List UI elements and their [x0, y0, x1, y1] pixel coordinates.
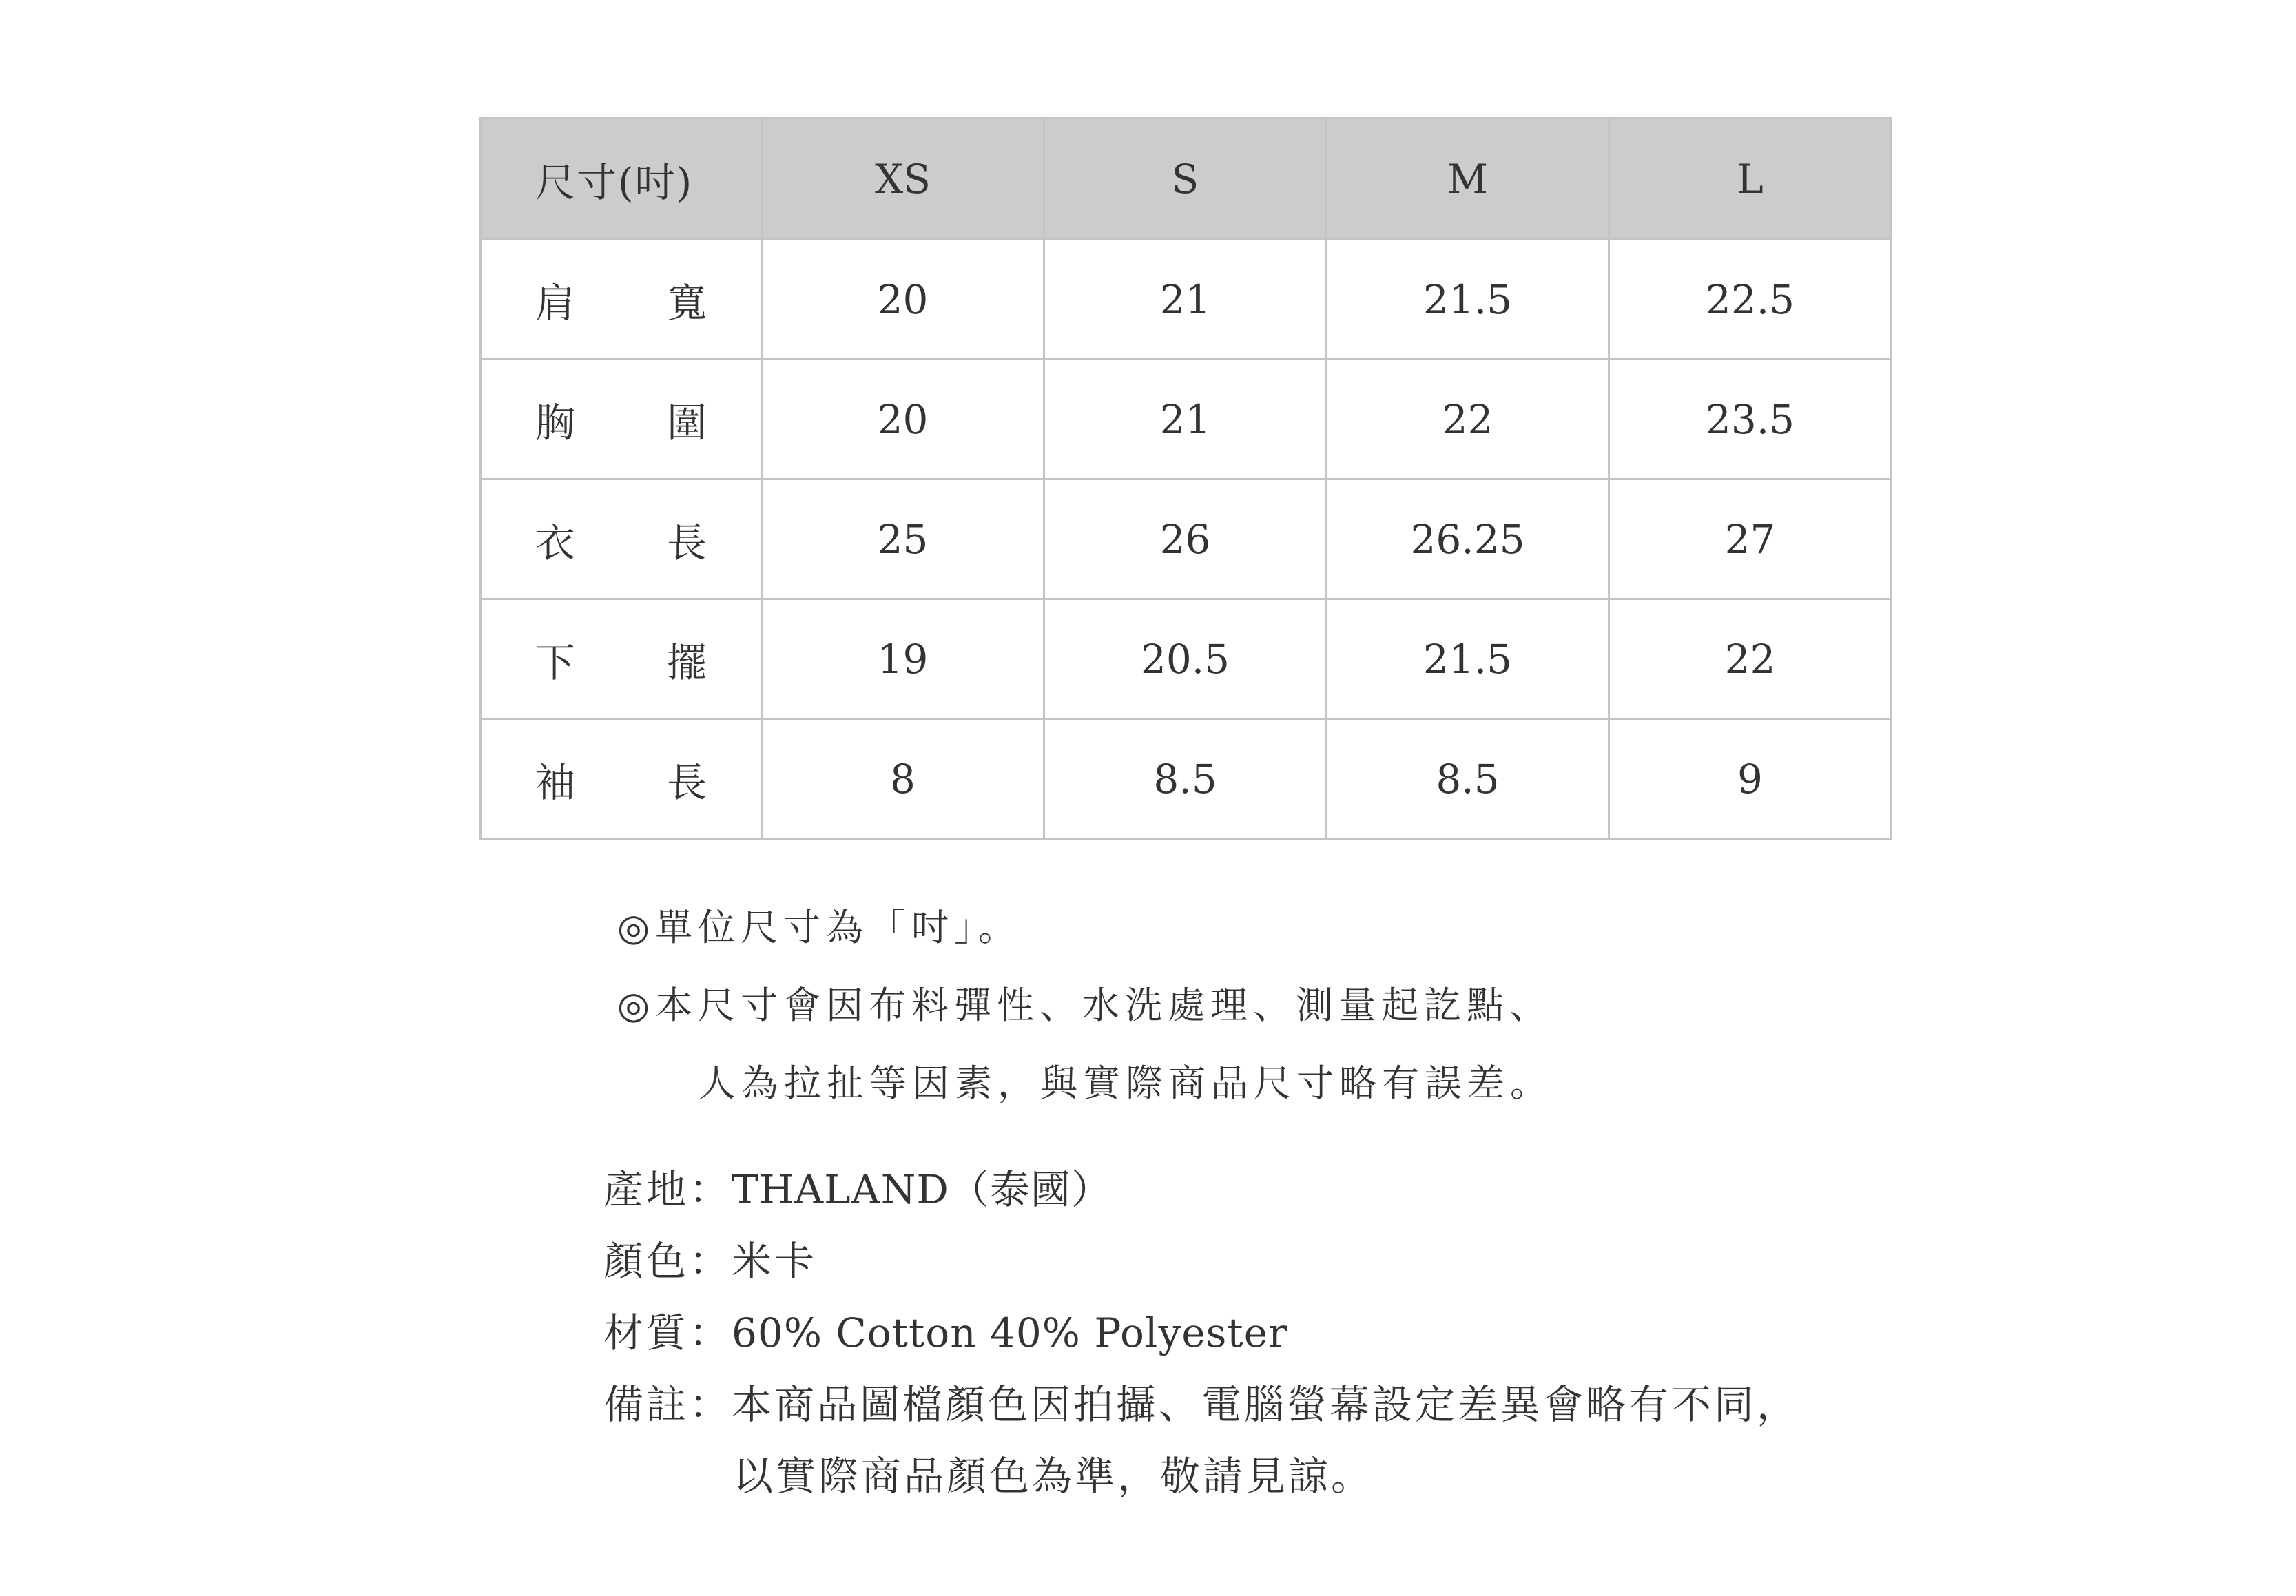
header-cell-size-unit — [481, 118, 762, 240]
table-row-hem — [481, 599, 1892, 719]
size-chart-header — [481, 118, 1892, 240]
table-cell: 20 — [762, 360, 1044, 479]
table-cell: 26 — [1044, 479, 1327, 599]
color-value: 米卡 — [732, 1238, 818, 1285]
size-chart-body — [481, 240, 1892, 839]
table-cell: 22.5 — [1609, 240, 1892, 360]
material-label: 材質： — [603, 1309, 732, 1356]
product-info — [603, 1154, 1799, 1512]
table-cell: 8.5 — [1327, 719, 1609, 839]
table-cell: 25 — [762, 479, 1044, 599]
row-label-char: 肩 — [535, 279, 576, 327]
origin-value: THALAND（泰國） — [732, 1166, 1112, 1213]
row-label-cell — [481, 719, 762, 839]
remark-line-continued: 以實際商品顏色為準，敬請見諒。 — [733, 1453, 1374, 1500]
row-label-cell — [481, 360, 762, 479]
table-cell: 20.5 — [1044, 599, 1327, 719]
note-tolerance-continued: 人為拉扯等因素，與實際商品尺寸略有誤差。 — [699, 1061, 1553, 1105]
header-label: 尺寸(吋) — [535, 158, 694, 206]
header-cell-xs: XS — [762, 118, 1044, 240]
table-cell: 20 — [762, 240, 1044, 360]
row-label-char: 胸 — [535, 399, 576, 446]
table-cell: 8.5 — [1044, 719, 1327, 839]
table-cell: 21 — [1044, 240, 1327, 360]
remark-label: 備註： — [603, 1381, 732, 1428]
header-cell-l: L — [1609, 118, 1892, 240]
remark-line — [603, 1369, 1799, 1440]
table-cell: 8 — [762, 719, 1044, 839]
row-label-cell — [481, 479, 762, 599]
header-cell-s: S — [1044, 118, 1327, 240]
size-notes — [617, 889, 1553, 1122]
origin-line — [603, 1154, 1799, 1225]
table-cell: 19 — [762, 599, 1044, 719]
table-cell: 21.5 — [1327, 599, 1609, 719]
row-label-cell — [481, 240, 762, 360]
remark-value: 本商品圖檔顏色因拍攝、電腦螢幕設定差異會略有不同， — [732, 1381, 1800, 1428]
table-row-shoulder — [481, 240, 1892, 360]
table-cell: 22 — [1327, 360, 1609, 479]
table-cell: 23.5 — [1609, 360, 1892, 479]
note-tolerance: ◎本尺寸會因布料彈性、水洗處理、測量起訖點、 — [617, 984, 1553, 1027]
row-label-cell — [481, 599, 762, 719]
table-row-sleeve — [481, 719, 1892, 839]
note-unit: ◎單位尺寸為「吋」。 — [617, 906, 1022, 949]
table-cell: 21.5 — [1327, 240, 1609, 360]
header-cell-m: M — [1327, 118, 1609, 240]
header-row — [481, 118, 1892, 240]
material-line — [603, 1297, 1799, 1369]
row-label-char: 長 — [666, 519, 707, 566]
row-label-char: 下 — [535, 639, 576, 686]
table-cell: 21 — [1044, 360, 1327, 479]
row-label-char: 寬 — [666, 279, 707, 327]
material-value: 60% Cotton 40% Polyester — [732, 1309, 1288, 1356]
table-cell: 27 — [1609, 479, 1892, 599]
size-chart-table — [479, 117, 1892, 840]
table-cell: 9 — [1609, 719, 1892, 839]
color-label: 顏色： — [603, 1238, 732, 1285]
origin-label: 產地： — [603, 1166, 732, 1213]
row-label-char: 袖 — [535, 758, 576, 806]
table-cell: 26.25 — [1327, 479, 1609, 599]
row-label-char: 擺 — [666, 639, 707, 686]
table-cell: 22 — [1609, 599, 1892, 719]
row-label-char: 圍 — [666, 399, 707, 446]
table-row-chest — [481, 360, 1892, 479]
color-line — [603, 1225, 1799, 1297]
row-label-char: 衣 — [535, 519, 576, 566]
table-row-length — [481, 479, 1892, 599]
row-label-char: 長 — [666, 758, 707, 806]
